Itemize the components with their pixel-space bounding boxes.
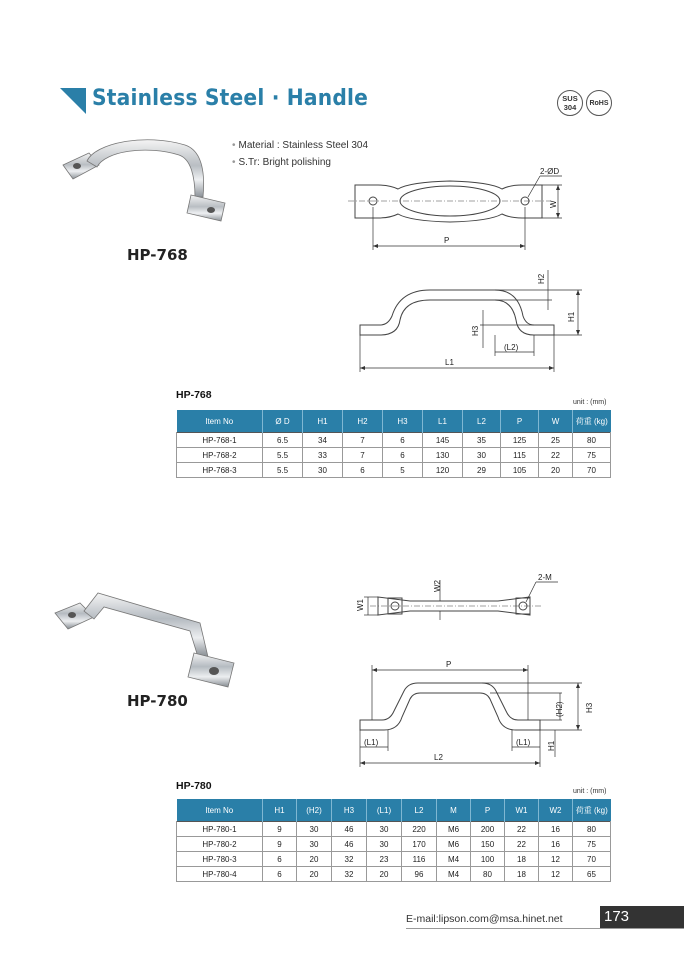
table-cell: 125 [501, 433, 539, 448]
table-cell: 25 [539, 433, 573, 448]
table-cell: 105 [501, 463, 539, 478]
table-cell: HP-780-2 [177, 837, 263, 852]
table-cell: 20 [367, 867, 402, 882]
table-cell: 220 [402, 822, 437, 837]
table-cell: 120 [423, 463, 463, 478]
table-cell: 29 [463, 463, 501, 478]
table-cell: 30 [367, 822, 402, 837]
hp780-header-cell: W1 [505, 799, 539, 822]
table-cell: 6 [263, 852, 297, 867]
hp768-dim-p: P [444, 236, 450, 245]
table-cell: 7 [343, 448, 383, 463]
page-number: 173 [600, 906, 684, 928]
table-cell: 6 [383, 433, 423, 448]
hp768-dim-l2: (L2) [504, 343, 519, 352]
table-cell: 6 [343, 463, 383, 478]
table-cell: 7 [343, 433, 383, 448]
hp780-header-cell: (H2) [297, 799, 332, 822]
table-cell: 100 [471, 852, 505, 867]
table-cell: 80 [573, 433, 611, 448]
hp768-top-view-drawing [340, 160, 600, 270]
table-cell: 70 [573, 463, 611, 478]
table-cell: 23 [367, 852, 402, 867]
hp768-table-header [177, 410, 611, 433]
hp768-table-caption: HP-768 [176, 389, 212, 401]
table-cell: 80 [471, 867, 505, 882]
hp768-header-cell: W [539, 410, 573, 433]
table-cell: 30 [463, 448, 501, 463]
hp780-header-cell: W2 [539, 799, 573, 822]
hp780-dim-w2: W2 [433, 580, 442, 592]
table-cell: HP-780-1 [177, 822, 263, 837]
sus304-badge-icon [557, 90, 583, 116]
table-cell: M6 [437, 837, 471, 852]
table-row [177, 463, 611, 478]
title-marker-icon [60, 88, 86, 114]
hp780-header-cell: P [471, 799, 505, 822]
table-cell: 46 [332, 822, 367, 837]
hp768-dim-d: 2-ØD [540, 167, 560, 176]
hp780-header-cell: H3 [332, 799, 367, 822]
table-cell: 5.5 [263, 448, 303, 463]
hp780-header-cell: L2 [402, 799, 437, 822]
table-cell: 22 [539, 448, 573, 463]
table-cell: M6 [437, 822, 471, 837]
hp780-model-label: HP-780 [127, 692, 188, 710]
hp768-dim-h1: H1 [567, 311, 576, 322]
table-cell: 145 [423, 433, 463, 448]
table-cell: 33 [303, 448, 343, 463]
table-row [177, 852, 611, 867]
hp780-dim-h1: H1 [547, 740, 556, 751]
hp780-header-cell: (L1) [367, 799, 402, 822]
hp768-dim-h2: H2 [537, 273, 546, 284]
hp768-header-cell: Ø D [263, 410, 303, 433]
table-row [177, 448, 611, 463]
table-cell: 6.5 [263, 433, 303, 448]
hp780-dim-l1-right: (L1) [516, 738, 531, 747]
hp768-table-unit: unit : (mm) [573, 399, 607, 406]
table-cell: 30 [297, 837, 332, 852]
table-row [177, 433, 611, 448]
hp780-dim-h2: (H2) [555, 701, 564, 717]
table-cell: 18 [505, 867, 539, 882]
hp780-dim-h3: H3 [585, 702, 594, 713]
hp780-side-view-drawing [350, 655, 600, 770]
badge-sus-text: SUS [562, 94, 578, 103]
hp780-spec-table [176, 799, 611, 882]
hp780-header-cell: 荷重 (kg) [573, 799, 611, 822]
spec-surface-treatment: • S.Tr: Bright polishing [232, 157, 331, 168]
table-cell: M4 [437, 852, 471, 867]
table-cell: 80 [573, 822, 611, 837]
hp780-table-header [177, 799, 611, 822]
table-cell: 115 [501, 448, 539, 463]
hp780-table-caption: HP-780 [176, 780, 212, 792]
table-cell: 32 [332, 852, 367, 867]
table-cell: 96 [402, 867, 437, 882]
table-cell: 75 [573, 837, 611, 852]
table-cell: 150 [471, 837, 505, 852]
hp780-product-image [50, 583, 250, 693]
table-cell: 30 [297, 822, 332, 837]
table-cell: 18 [505, 852, 539, 867]
table-cell: 35 [463, 433, 501, 448]
hp768-header-cell: H3 [383, 410, 423, 433]
footer-email: E-mail:lipson.com@msa.hinet.net [406, 913, 563, 925]
hp780-top-view-drawing [350, 570, 570, 635]
footer-divider [406, 928, 684, 929]
hp780-header-cell: Item No [177, 799, 263, 822]
hp780-table-unit: unit : (mm) [573, 788, 607, 795]
table-cell: HP-780-3 [177, 852, 263, 867]
hp768-side-view-drawing [340, 260, 600, 375]
table-cell: 5 [383, 463, 423, 478]
page-title: Stainless Steel · Handle [92, 86, 369, 111]
table-row [177, 822, 611, 837]
table-cell: 9 [263, 822, 297, 837]
hp768-header-cell: L1 [423, 410, 463, 433]
badge-rohs-text: RoHS [589, 99, 609, 107]
spec-material: • Material : Stainless Steel 304 [232, 140, 368, 151]
hp768-model-label: HP-768 [127, 246, 188, 264]
table-cell: 16 [539, 822, 573, 837]
hp780-header-cell: M [437, 799, 471, 822]
table-cell: 170 [402, 837, 437, 852]
table-cell: 116 [402, 852, 437, 867]
hp768-header-cell: H2 [343, 410, 383, 433]
table-cell: 46 [332, 837, 367, 852]
hp780-dim-p: P [446, 660, 452, 669]
hp780-dim-l2: L2 [434, 753, 443, 762]
table-cell: 6 [263, 867, 297, 882]
table-row [177, 837, 611, 852]
table-cell: 22 [505, 822, 539, 837]
table-cell: 130 [423, 448, 463, 463]
table-cell: 200 [471, 822, 505, 837]
hp768-header-cell: L2 [463, 410, 501, 433]
table-cell: 20 [297, 867, 332, 882]
hp768-header-cell: H1 [303, 410, 343, 433]
table-cell: 34 [303, 433, 343, 448]
table-cell: 6 [383, 448, 423, 463]
hp768-header-cell: Item No [177, 410, 263, 433]
table-cell: 75 [573, 448, 611, 463]
table-cell: 65 [573, 867, 611, 882]
hp768-dim-h3: H3 [471, 325, 480, 336]
hp780-dim-m: 2-M [538, 573, 552, 582]
hp768-header-cell: P [501, 410, 539, 433]
table-cell: 30 [367, 837, 402, 852]
table-cell: HP-768-2 [177, 448, 263, 463]
table-cell: HP-780-4 [177, 867, 263, 882]
table-cell: 12 [539, 852, 573, 867]
hp768-dim-w: W [549, 200, 558, 208]
table-cell: 22 [505, 837, 539, 852]
badge-304-text: 304 [563, 103, 577, 112]
table-cell: 32 [332, 867, 367, 882]
table-cell: M4 [437, 867, 471, 882]
hp780-dim-l1-left: (L1) [364, 738, 379, 747]
hp768-dim-l1: L1 [445, 358, 454, 367]
table-cell: HP-768-3 [177, 463, 263, 478]
table-cell: 20 [539, 463, 573, 478]
table-cell: 70 [573, 852, 611, 867]
rohs-badge-icon [586, 90, 612, 116]
table-row [177, 867, 611, 882]
table-cell: 9 [263, 837, 297, 852]
table-cell: 16 [539, 837, 573, 852]
hp780-dim-w1: W1 [356, 599, 365, 611]
table-cell: 12 [539, 867, 573, 882]
hp768-header-cell: 荷重 (kg) [573, 410, 611, 433]
hp768-product-image [55, 135, 245, 230]
table-cell: 30 [303, 463, 343, 478]
table-cell: 20 [297, 852, 332, 867]
hp780-header-cell: H1 [263, 799, 297, 822]
hp768-spec-table [176, 410, 611, 478]
table-cell: 5.5 [263, 463, 303, 478]
table-cell: HP-768-1 [177, 433, 263, 448]
